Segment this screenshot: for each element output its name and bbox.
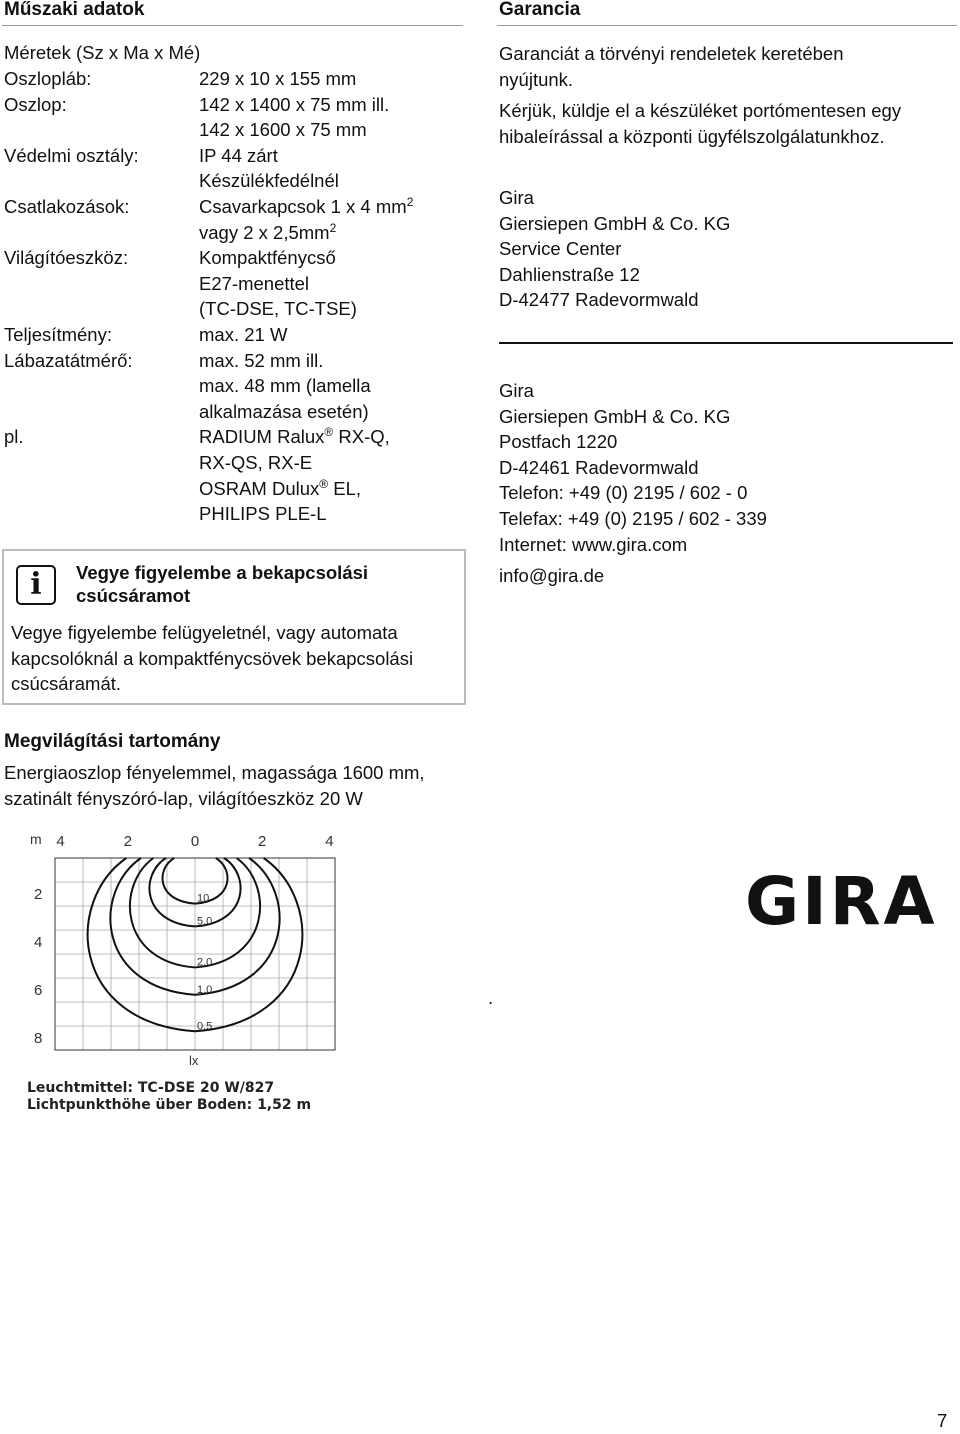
- spec-value-text: OSRAM Dulux: [199, 477, 320, 499]
- info-icon: i: [16, 565, 56, 605]
- spec-value: [199, 296, 357, 322]
- spec-label: Csatlakozások:: [4, 195, 130, 217]
- spec-value-text: Készülékfedélnél: [199, 170, 339, 192]
- spec-row: [4, 450, 464, 476]
- y-tick-label: 2: [34, 886, 43, 903]
- note-body: csúcsáramát.: [11, 673, 122, 694]
- spec-row: [4, 220, 464, 246]
- spec-superscript: ®: [324, 425, 334, 440]
- spec-value-text: max. 52 mm ill.: [199, 349, 324, 371]
- spec-value: [199, 92, 389, 118]
- divider: [2, 25, 463, 26]
- spec-row: [4, 168, 464, 194]
- warranty-text: Garanciát a törvényi rendeletek keretében: [499, 43, 844, 64]
- logo-dot: .: [488, 987, 494, 1008]
- address-line: Gira: [499, 187, 534, 208]
- spec-value-text: max. 48 mm (lamella: [199, 375, 371, 397]
- spec-value: [199, 194, 413, 220]
- y-tick-label: 8: [34, 1030, 43, 1047]
- spec-value-text: vagy 2 x 2,5mm: [199, 221, 330, 243]
- spec-value-text: 142 x 1600 x 75 mm: [199, 119, 367, 141]
- spec-label: Lábazatátmérő:: [4, 349, 133, 371]
- address-line: Service Center: [499, 238, 622, 260]
- chart-footer: Leuchtmittel: TC-DSE 20 W/827: [27, 1080, 275, 1096]
- note-box: [2, 549, 466, 705]
- spec-value: [199, 322, 287, 348]
- spec-row: [4, 501, 464, 527]
- address-line: Postfach 1220: [499, 431, 618, 453]
- x-tick-label: 4: [56, 833, 65, 850]
- chart-labels: [27, 831, 334, 1113]
- spec-row: [4, 348, 464, 374]
- spec-value: [199, 399, 369, 425]
- address-line: Dahlienstraße 12: [499, 263, 640, 285]
- y-tick-label: 4: [34, 934, 43, 951]
- note-body: Vegye figyelembe felügyeletnél, vagy automata: [11, 622, 398, 643]
- email-link[interactable]: info@gira.de: [499, 565, 605, 586]
- contour-level-label: 5,0: [197, 915, 213, 928]
- postal-address: [499, 378, 767, 557]
- y-tick-label: 6: [34, 982, 43, 999]
- spec-row: [4, 245, 464, 271]
- dimensions-heading: Méretek (Sz x Ma x Mé): [4, 42, 201, 63]
- spec-value: [199, 373, 371, 399]
- section-title-warranty: Garancia: [499, 0, 581, 20]
- level-unit-label: lx: [189, 1053, 199, 1068]
- page-number: 7: [937, 1410, 948, 1431]
- spec-value: [199, 117, 367, 143]
- service-address: [499, 185, 730, 313]
- warranty-text: hibaleírással a központi ügyfélszolgálatunkhoz.: [499, 125, 885, 147]
- spec-value-text: 142 x 1400 x 75 mm ill.: [199, 93, 390, 115]
- x-tick-label: 0: [190, 833, 200, 850]
- spec-superscript: ®: [319, 476, 329, 491]
- note-title: Vegye figyelembe a bekapcsolási: [76, 562, 369, 583]
- x-unit-label: m: [30, 831, 42, 847]
- illumination-text: Energiaoszlop fényelemmel, magassága 1600 mm,: [4, 762, 425, 783]
- spec-value: [199, 271, 309, 297]
- note-body: kapcsolóknál a kompaktfénycsövek bekapcsolási: [11, 647, 414, 669]
- spec-row: [4, 117, 464, 143]
- chart-footer: Lichtpunkthöhe über Boden: 1,52 m: [27, 1097, 312, 1113]
- spec-row: [4, 399, 464, 425]
- spec-label: Oszlop:: [4, 93, 67, 115]
- spec-row: [4, 66, 464, 92]
- divider: [497, 25, 957, 26]
- spec-superscript: 2: [329, 220, 337, 235]
- section-title-technical: Műszaki adatok: [4, 0, 145, 20]
- warranty-text: nyújtunk.: [499, 68, 574, 90]
- spec-value-text: (TC-DSE, TC-TSE): [199, 298, 357, 320]
- spec-value: [199, 501, 327, 527]
- spec-row: [4, 476, 464, 502]
- x-tick-label: 2: [123, 833, 132, 850]
- illumination-heading: Megvilágítási tartomány: [4, 731, 221, 752]
- spec-value-text: EL,: [328, 477, 362, 499]
- spec-value-text: IP 44 zárt: [199, 144, 278, 166]
- spec-superscript: 2: [406, 194, 414, 209]
- spec-value: [199, 348, 323, 374]
- spec-table: [4, 66, 464, 527]
- spec-value-text: PHILIPS PLE-L: [199, 503, 327, 525]
- spec-value-text: E27-menettel: [199, 272, 310, 294]
- contour-level-label: 1,0: [197, 983, 213, 996]
- spec-value: [199, 168, 339, 194]
- spec-value-text: Csavarkapcsok 1 x 4 mm: [199, 195, 407, 217]
- spec-value-text: 229 x 10 x 155 mm: [199, 68, 357, 89]
- spec-value-text: RADIUM Ralux: [199, 426, 325, 448]
- address-line: D-42461 Radevormwald: [499, 456, 699, 478]
- spec-value: [199, 66, 356, 92]
- x-tick-label: 2: [258, 833, 267, 850]
- spec-row: [4, 322, 464, 348]
- address-line: D-42477 Radevormwald: [499, 289, 699, 311]
- spec-value-text: RX-Q,: [333, 426, 390, 448]
- note-title: csúcsáramot: [76, 585, 191, 606]
- chart-grid: [55, 858, 335, 1050]
- spec-value-text: Kompaktfénycső: [199, 247, 336, 269]
- spec-row: [4, 296, 464, 322]
- spec-label: Teljesítmény:: [4, 323, 112, 345]
- address-line: Giersiepen GmbH & Co. KG: [499, 405, 731, 427]
- spec-row: [4, 424, 464, 450]
- spec-value-text: RX-QS, RX-E: [199, 451, 313, 473]
- spec-row: [4, 271, 464, 297]
- illumination-text: szatinált fényszóró-lap, világítóeszköz 20 W: [4, 787, 363, 809]
- address-line: Telefax: +49 (0) 2195 / 602 - 339: [499, 507, 767, 529]
- address-line: Internet: www.gira.com: [499, 533, 688, 555]
- address-line: Telefon: +49 (0) 2195 / 602 - 0: [499, 482, 748, 504]
- spec-label: Oszlopláb:: [4, 68, 92, 89]
- illumination-chart: [0, 820, 340, 1120]
- spec-row: [4, 194, 464, 220]
- spec-value: [199, 476, 361, 502]
- spec-value-text: max. 21 W: [199, 323, 288, 345]
- x-tick-label: 4: [325, 833, 334, 850]
- spec-value: [199, 245, 336, 271]
- address-line: Gira: [499, 380, 534, 401]
- address-line: Giersiepen GmbH & Co. KG: [499, 212, 731, 234]
- warranty-text: Kérjük, küldje el a készüléket portómentesen egy: [499, 100, 902, 121]
- spec-value: [199, 143, 278, 169]
- spec-label: Védelmi osztály:: [4, 144, 139, 166]
- gira-logo: GIRA: [745, 863, 938, 940]
- spec-value: [199, 424, 390, 450]
- spec-value: [199, 450, 312, 476]
- address-separator: [499, 342, 953, 344]
- spec-label: pl.: [4, 426, 24, 448]
- spec-value-text: alkalmazása esetén): [199, 400, 369, 422]
- contour-level-label: 0,5: [197, 1020, 213, 1033]
- contour-level-label: 10: [197, 892, 210, 905]
- contour-level-label: 2,0: [197, 956, 213, 969]
- spec-row: [4, 143, 464, 169]
- spec-row: [4, 92, 464, 118]
- spec-value: [199, 220, 336, 246]
- spec-label: Világítóeszköz:: [4, 247, 129, 269]
- spec-row: [4, 373, 464, 399]
